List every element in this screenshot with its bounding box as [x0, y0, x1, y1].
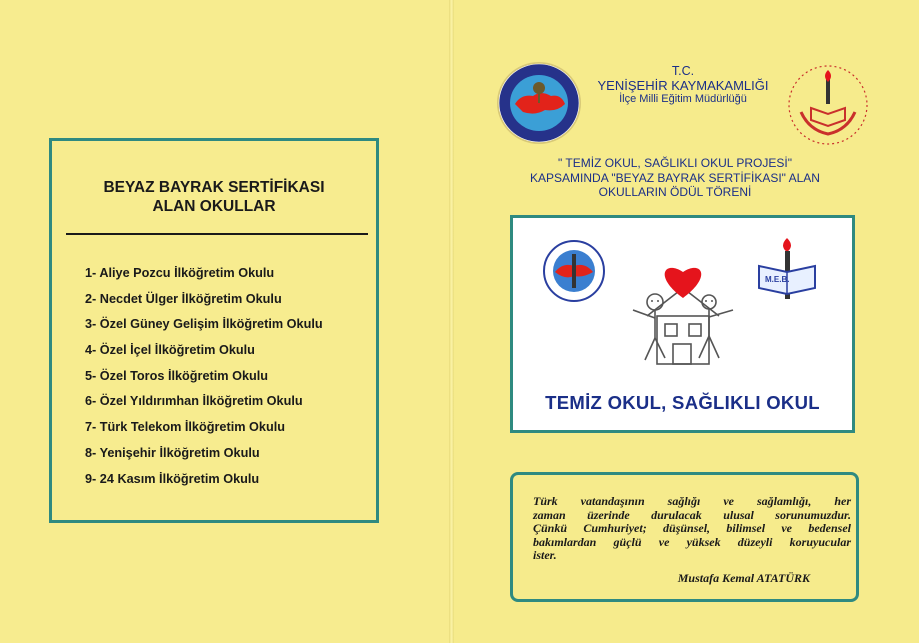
project-line-1: " TEMİZ OKUL, SAĞLIKLI OKUL PROJESİ": [558, 156, 792, 170]
project-line-3: OKULLARIN ÖDÜL TÖRENİ: [598, 185, 752, 199]
kaymakamlik-seal-icon: [495, 60, 583, 146]
list-item: 8- Yenişehir İlköğretim Okulu: [85, 445, 260, 460]
quote-line: zaman üzerinde durulacak ulusal sorunumuzdur.: [533, 507, 851, 522]
title-line-2: ALAN OKULLAR: [152, 198, 276, 215]
list-item: 1- Aliye Pozcu İlköğretim Okulu: [85, 266, 275, 280]
title-divider: [66, 233, 368, 235]
header-block: [583, 64, 783, 106]
campaign-poster: [510, 215, 855, 433]
quote-author: Mustafa Kemal ATATÜRK: [677, 571, 810, 585]
schools-list: [85, 263, 323, 494]
list-item: 6- Özel Yıldırımhan İlköğretim Okulu: [85, 394, 303, 409]
list-item: 2- Necdet Ülger İlköğretim Okulu: [85, 291, 282, 306]
meb-seal-icon: [787, 64, 869, 146]
header-tc: T.C.: [671, 64, 695, 78]
poster-slogan: TEMİZ OKUL, SAĞLIKLI OKUL: [545, 392, 820, 413]
list-item: 4- Özel İçel İlköğretim Okulu: [85, 343, 255, 358]
project-title: [490, 156, 860, 200]
project-line-2: KAPSAMINDA "BEYAZ BAYRAK SERTİFİKASI" ALAN: [530, 170, 820, 185]
page-fold: [449, 0, 454, 643]
quote-text: [533, 495, 851, 563]
heart-icon: [665, 268, 702, 298]
school-house-illustration: [633, 288, 733, 364]
left-page: [0, 0, 452, 643]
quote-box: [510, 472, 859, 602]
svg-text:M.E.B.: M.E.B.: [765, 275, 790, 284]
meb-book-logo-icon: [759, 238, 815, 299]
header-kaymakamlik: YENİŞEHİR KAYMAKAMLIĞI: [597, 78, 769, 93]
schools-title: [52, 178, 376, 216]
title-line-1: BEYAZ BAYRAK SERTİFİKASI: [103, 179, 325, 196]
quote-line: Çünkü Cumhuriyet; düşünsel, bilimsel ve bedensel: [533, 521, 851, 536]
header-mudurluk: İlçe Milli Eğitim Müdürlüğü: [619, 93, 747, 105]
quote-line: Türk vatandaşının sağlığı ve sağlamlığı, her: [533, 494, 851, 508]
quote-line: ister.: [533, 548, 557, 563]
health-ministry-logo-icon: [544, 241, 604, 301]
schools-frame: [49, 138, 379, 523]
list-item: 5- Özel Toros İlköğretim Okulu: [85, 368, 269, 383]
list-item: 7- Türk Telekom İlköğretim Okulu: [85, 420, 285, 435]
list-item: 3- Özel Güney Gelişim İlköğretim Okulu: [85, 317, 323, 332]
quote-line: bakımlardan güçlü ve yüksek düzeyli koruyucular: [533, 534, 851, 549]
list-item: 9- 24 Kasım İlköğretim Okulu: [85, 471, 260, 486]
